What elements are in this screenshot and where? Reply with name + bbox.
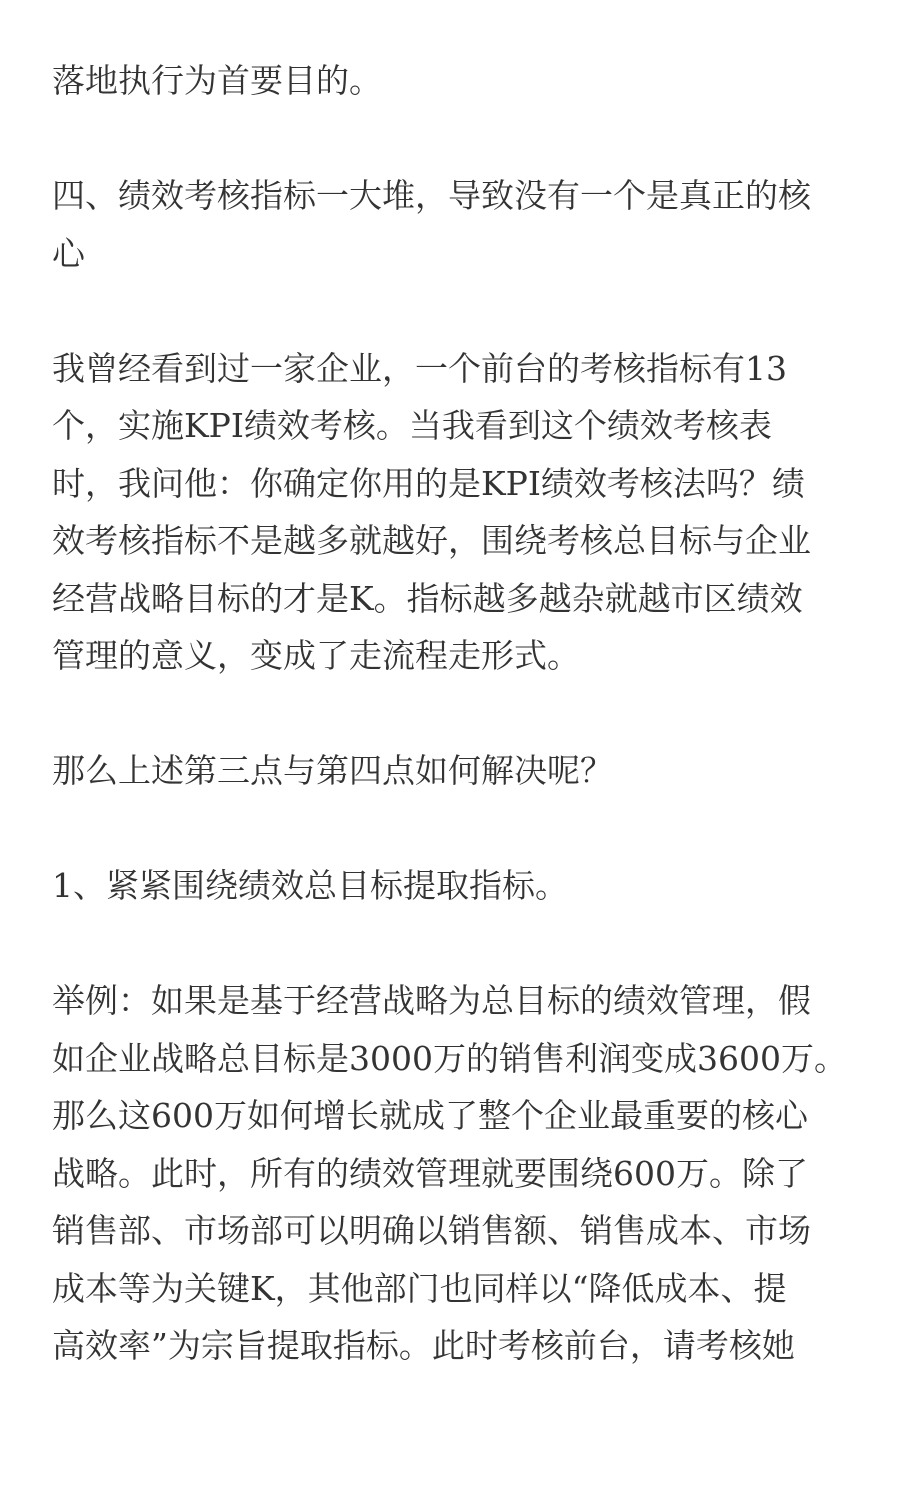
text-line: 我曾经看到过一家企业，一个前台的考核指标有13	[52, 348, 787, 388]
text-line: 1、紧紧围绕绩效总目标提取指标。	[52, 866, 568, 905]
paragraph-example-strategy	[52, 972, 852, 1375]
text-line: 如企业战略总目标是3000万的销售利润变成3600万。	[52, 1038, 847, 1078]
text-line: 落地执行为首要目的。	[52, 61, 382, 100]
text-line: 举例：如果是基于经营战略为总目标的绩效管理，假	[52, 981, 811, 1020]
text-line: 战略。此时，所有的绩效管理就要围绕600万。除了	[52, 1153, 808, 1193]
article-body	[52, 52, 852, 1432]
text-line: 那么上述第三点与第四点如何解决呢？	[52, 751, 613, 790]
text-line: 效考核指标不是越多就越好，围绕考核总目标与企业	[52, 521, 811, 560]
text-line: 时，我问他：你确定你用的是KPI绩效考核法吗？绩	[52, 463, 805, 503]
text-line: 经营战略目标的才是K。指标越多越杂就越市区绩效	[52, 578, 803, 618]
text-line: 个，实施KPI绩效考核。当我看到这个绩效考核表	[52, 406, 772, 445]
section-heading-four	[52, 167, 852, 282]
text-line: 心	[52, 233, 85, 273]
paragraph-point-one	[52, 857, 852, 915]
paragraph-question	[52, 742, 852, 800]
text-line: 成本等为关键K，其他部门也同样以“降低成本、提	[52, 1268, 787, 1308]
text-line: 那么这600万如何增长就成了整个企业最重要的核心	[52, 1096, 808, 1135]
paragraph-intro-end	[52, 52, 852, 110]
text-line: 销售部、市场部可以明确以销售额、销售成本、市场	[52, 1211, 811, 1250]
text-line: 管理的意义，变成了走流程走形式。	[52, 636, 580, 675]
text-line: 高效率”为宗旨提取指标。此时考核前台，请考核她	[52, 1326, 795, 1365]
text-line: 四、绩效考核指标一大堆，导致没有一个是真正的核	[52, 176, 811, 215]
paragraph-example-frontdesk	[52, 340, 852, 685]
